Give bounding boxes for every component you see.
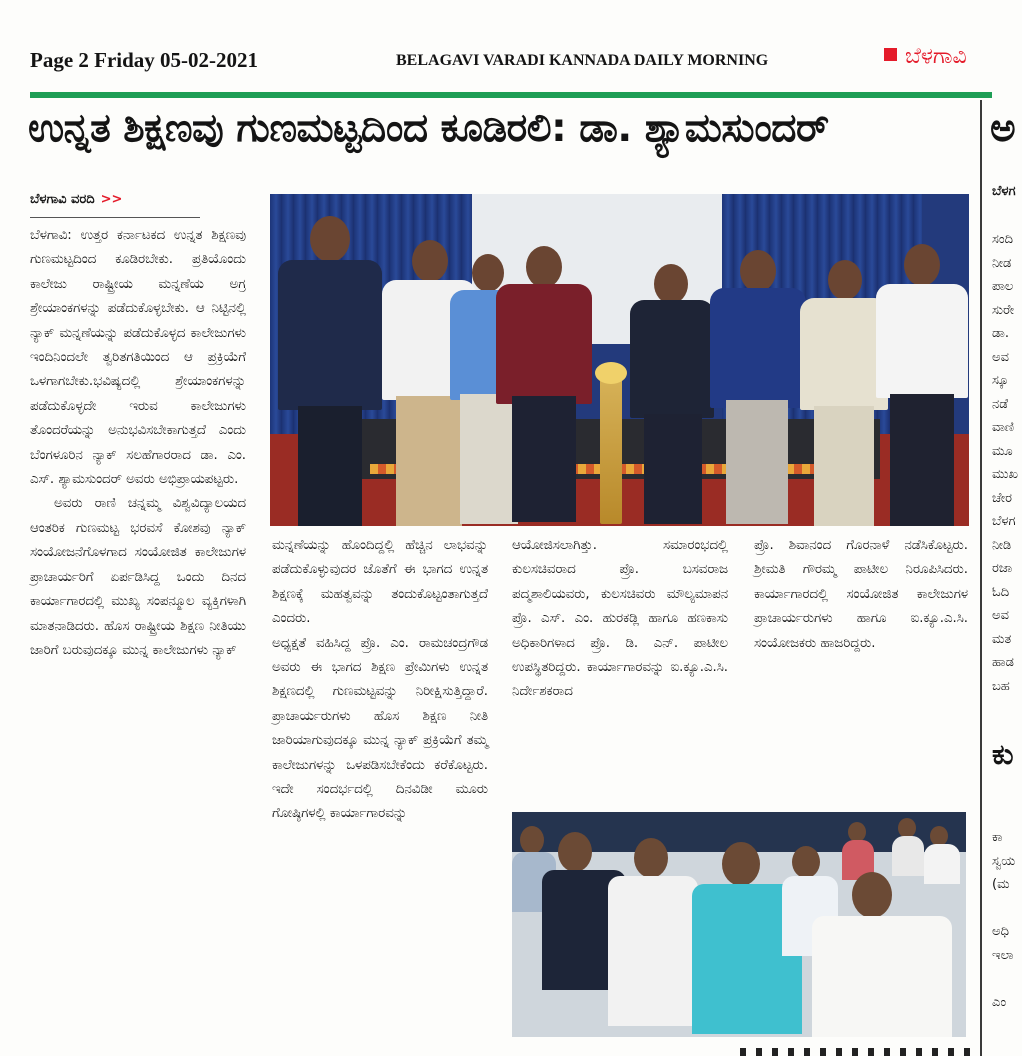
byline-text: ಬೆಳಗಾವಿ ವರದಿ [30,192,95,207]
text-line: ಮುಖ [992,467,1018,482]
text-line: ಸಂದಿ [992,232,1014,247]
text-line: ಓದಿ [992,584,1010,600]
text-line: ಕಾ [992,830,1003,845]
paragraph: ಅವರು ರಾಣಿ ಚನ್ನಮ್ಮ ವಿಶ್ವವಿದ್ಯಾಲಯದ ಆಂತರಿಕ ಗುಣಮಟ್ಟ ಭರವಸೆ ಕೋಶವು ನ್ಯಾಕ್ ಸಂಯೋಜನೆಗೊಳಗಾದ ಸಂಯೋಜಿತ ಕಾಲೇಜುಗಳ ಪ್ರಾಚಾರ್ಯರಿಗೆ ಏರ್ಪಡಿಸಿದ್ದ ಒಂದು ದಿನದ ಕಾರ್ಯಾಗಾರದಲ್ಲಿ ಮುಖ್ಯ ಸಂಪನ್ಮೂಲ ವ್ಯಕ್ತಿಗಳಾಗಿ ಮಾತನಾಡಿದರು. ಹೊಸ ರಾಷ್ಟ್ರೀಯ ಶಿಕ್ಷಣ ನೀತಿಯು ಜಾರಿಗೆ ಬರುವುದಕ್ಕೂ ಮುನ್ನ ಕಾಲೇಜುಗಳು ನ್ಯಾಕ್ [30,496,246,658]
text-line: ಅವ [992,608,1009,623]
paragraph: ಬೆಳಗಾವಿ: ಉತ್ತರ ಕರ್ನಾಟಕದ ಉನ್ನತ ಶಿಕ್ಷಣವು ಗುಣಮಟ್ಟದಿಂದ ಕೂಡಿರಬೇಕು. ಪ್ರತಿಯೊಂದು ಕಾಲೇಜು ರಾಷ್ಟ್ರೀಯ ಮನ್ನಣೆಯ ಅಗ್ರ ಶ್ರೇಯಾಂಕಗಳನ್ನು ಪಡೆದುಕೊಳ್ಳಬೇಕು. ಆ ನಿಟ್ಟಿನಲ್ಲಿ ನ್ಯಾಕ್ ಮನ್ನಣೆಯನ್ನು ಪಡೆದುಕೊಳ್ಳದ ಕಾಲೇಜುಗಳು ಇಂದಿನಿಂದಲೇ ತ್ವರಿತಗತಿಯಿಂದ ಆ ಪ್ರಕ್ರಿಯೆಗೆ ಒಳಗಾಗಬೇಕು.ಭವಿಷ್ಯದಲ್ಲಿ ಶ್ರೇಯಾಂಕಗಳನ್ನು ಪಡೆದುಕೊಳ್ಳದೇ ಇರುವ ಕಾಲೇಜುಗಳು ತೊಂದರೆಯನ್ನು ಅನುಭವಿಸಬೇಕಾಗುತ್ತದೆ ಎಂದು ಬೆಂಗಳೂರಿನ ನ್ಯಾಕ್ ಸಲಹೆಗಾರರಾದ ಡಾ. ಎಂ. ಎಸ್. ಶ್ಯಾಮಸುಂದರ್ ಅವರು ಅಭಿಪ್ರಾಯಪಟ್ಟರು. [30,228,246,488]
square-bullet-icon [884,48,897,61]
paragraph: ಮನ್ನಣೆಯನ್ನು ಹೊಂದಿದ್ದಲ್ಲಿ ಹೆಚ್ಚಿನ ಲಾಭವನ್ನು ಪಡೆದುಕೊಳ್ಳುವುದರ ಜೊತೆಗೆ ಈ ಭಾಗದ ಉನ್ನತ ಶಿಕ್ಷಣಕ್ಕೆ ಮಹತ್ವವನ್ನು ತಂದುಕೊಟ್ಟಂತಾಗುತ್ತದೆ ಎಂದರು. [272,538,488,627]
footer-dotted-rule [740,1048,970,1056]
event-photo-audience [512,812,966,1037]
next-article-byline: ಬೆಳಗ [992,184,1016,199]
article-byline [30,192,122,207]
byline-rule [30,217,200,218]
byline-arrows: >> [100,192,123,207]
article-column-2 [272,534,488,827]
text-line: ಡಾ. [992,326,1010,341]
paragraph: ಪ್ರೊ. ಶಿವಾನಂದ ಗೊರನಾಳೆ ನಡೆಸಿಕೊಟ್ಟರು. ಶ್ರೀಮತಿ ಗೌರಮ್ಮ ಪಾಟೀಲ ನಿರೂಪಿಸಿದರು. ಕಾರ್ಯಾಗಾರದಲ್ಲಿ ಸಂಯೋಜಿತ ಕಾಲೇಜುಗಳ ಪ್ರಾಚಾರ್ಯರುಗಳು ಹಾಗೂ ಐ.ಕ್ಯೂ.ಎ.ಸಿ. ಸಂಯೋಜಕರು ಹಾಜರಿದ್ದರು. [754,538,968,651]
column-divider [980,100,982,1056]
article-column-1 [30,224,246,663]
article-headline: ಉನ್ನತ ಶಿಕ್ಷಣವು ಗುಣಮಟ್ಟದಿಂದ ಕೂಡಿರಲಿ: ಡಾ. ಶ್ಯಾಮಸುಂದರ್ [28,106,829,151]
section-tag-label: ಬೆಳಗಾವಿ [905,44,967,69]
text-line: ಚೇರ [992,490,1013,506]
text-line: ರಜಾ [992,561,1013,576]
text-line: ಬೆಳಗ [992,514,1016,529]
article-column-3 [512,534,728,705]
text-line: ನೀಡಿ [992,537,1012,553]
text-line [992,967,1022,991]
section-tag [884,44,967,69]
paragraph: ಆಯೋಜಿಸಲಾಗಿತ್ತು. ಸಮಾರಂಭದಲ್ಲಿ ಕುಲಸಚಿವರಾದ ಪ್ರೊ. ಬಸವರಾಜ ಪದ್ಮಶಾಲಿಯವರು, ಕುಲಸಚಿವರು ಮೌಲ್ಯಮಾಪನ ಪ್ರೊ. ಎಸ್. ಎಂ. ಹುರಕಡ್ಲಿ ಹಾಗೂ ಹಣಕಾಸು ಅಧಿಕಾರಿಗಳಾದ ಪ್ರೊ. ಡಿ. ಎನ್. ಪಾಟೀಲ ಉಪಸ್ಥಿತರಿದ್ದರು. ಕಾರ್ಯಾಗಾರವನ್ನು ಐ.ಕ್ಯೂ.ಎ.ಸಿ. ನಿರ್ದೇಶಕರಾದ [512,538,728,700]
page-header [0,0,1022,92]
header-rule [30,92,992,98]
text-line: ಮತ [992,631,1012,647]
text-line: ಹಾಡ [992,655,1014,670]
text-line: ಅವ [992,349,1009,365]
next-article-column [992,228,1022,698]
text-line [992,897,1022,921]
text-line: ಇಲಾ [992,947,1014,963]
text-line: ಅಧಿ [992,924,1009,939]
text-line: ಬಹ [992,678,1010,694]
text-line: ಮೂ [992,443,1013,459]
article-column-4 [754,534,968,656]
newspaper-name: BELAGAVI VARADI KANNADA DAILY MORNING [396,52,769,69]
next-article-column-lower [992,826,1022,1014]
text-line: (ಮ [992,877,1010,892]
text-line: ನಡೆ [992,396,1009,412]
page-info: Page 2 Friday 05-02-2021 [30,48,259,72]
text-line: ನೀಡ [992,255,1012,271]
next-article-subheadline: ಕು [992,738,1014,771]
text-line: ಪಾಲ [992,279,1014,294]
text-line: ಸ್ಕೂ [992,373,1009,388]
next-article-headline: ಅ [990,106,1016,151]
event-photo-stage [270,194,969,526]
text-line: ಸ್ವಯ [992,853,1016,869]
paragraph: ಅಧ್ಯಕ್ಷತೆ ವಹಿಸಿದ್ದ ಪ್ರೊ. ಎಂ. ರಾಮಚಂದ್ರಗೌಡ ಅವರು ಈ ಭಾಗದ ಶಿಕ್ಷಣ ಪ್ರೇಮಿಗಳು ಉನ್ನತ ಶಿಕ್ಷಣದಲ್ಲಿ ಗುಣಮಟ್ಟವನ್ನು ನಿರೀಕ್ಷಿಸುತ್ತಿದ್ದಾರೆ. ಪ್ರಾಚಾರ್ಯರುಗಳು ಹೊಸ ಶಿಕ್ಷಣ ನೀತಿ ಜಾರಿಯಾಗುವುದಕ್ಕೂ ಮುನ್ನ ನ್ಯಾಕ್ ಪ್ರಕ್ರಿಯೆಗೆ ತಮ್ಮ ಕಾಲೇಜುಗಳನ್ನು ಒಳಪಡಿಸಬೇಕೆಂದು ಕರೆಕೊಟ್ಟರು. ಇದೇ ಸಂದರ್ಭದಲ್ಲಿ ದಿನವಿಡೀ ಮೂರು ಗೋಷ್ಠಿಗಳಲ್ಲಿ ಕಾರ್ಯಾಗಾರವನ್ನು [272,635,488,822]
text-line: ವಾಣಿ [992,420,1015,435]
lamp-flame-icon [595,362,627,384]
text-line: ಎಂ [992,994,1007,1010]
text-line: ಸುರೇ [992,302,1015,318]
lamp-icon [600,369,622,524]
